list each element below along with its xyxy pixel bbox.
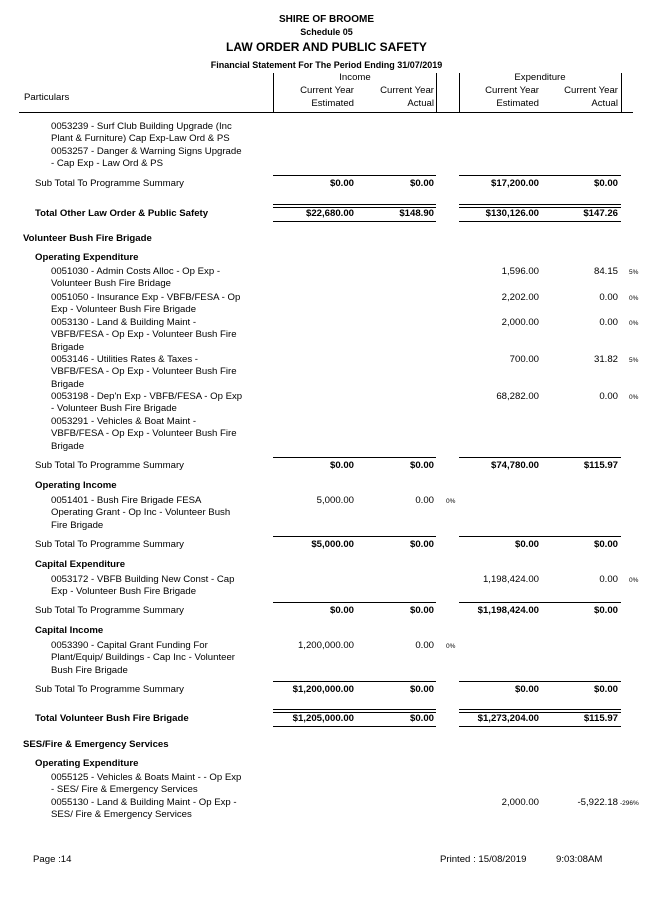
exp-est-header-1: Current Year [485, 85, 539, 96]
org-name: SHIRE OF BROOME [278, 14, 374, 25]
schedule-label: Schedule 05 [300, 27, 353, 37]
total-label: Total Other Law Order & Public Safety [35, 208, 209, 219]
subtotal-exp-act: $0.00 [593, 539, 618, 550]
subtotal-inc-est: $0.00 [329, 605, 354, 616]
inc-act-value: 0.00 [415, 640, 434, 651]
exp-act-value: 0.00 [599, 292, 618, 303]
exp-act-value: -5,922.18 [577, 797, 618, 808]
subtotal-rule-expenditure [459, 602, 621, 603]
variance-pct: 0% [629, 295, 639, 302]
subtotal-inc-act: $0.00 [409, 460, 434, 471]
total-inc-act: $148.90 [399, 208, 434, 219]
subtotal-rule-expenditure [459, 457, 621, 458]
exp-est-header-2: Estimated [496, 98, 539, 109]
subtotal-label: Sub Total To Programme Summary [35, 684, 184, 695]
account-description: 0053130 - Land & Building Maint - VBFB/FESA - Op Exp - Volunteer Bush Fire Brigade [51, 317, 237, 353]
exp-act-value: 31.82 [593, 354, 618, 365]
income-header: Income [339, 72, 371, 83]
exp-est-value: 1,596.00 [501, 266, 539, 277]
section-heading: SES/Fire & Emergency Services [23, 739, 169, 750]
page-number: Page :14 [33, 854, 72, 865]
subtotal-rule-income [273, 457, 436, 458]
subtotal-inc-act: $0.00 [409, 178, 434, 189]
account-description: 0053146 - Utilities Rates & Taxes - VBFB/FESA - Op Exp - Volunteer Bush Fire Brigade [51, 354, 237, 390]
subtotal-exp-est: $0.00 [514, 539, 539, 550]
header-rule [19, 112, 633, 113]
inc-est-header-2: Estimated [311, 98, 354, 109]
subtotal-label: Sub Total To Programme Summary [35, 539, 184, 550]
total-inc-act: $0.00 [409, 713, 434, 724]
inc-act-header-2: Actual [407, 98, 434, 109]
total-underline-expenditure [459, 726, 621, 727]
subtotal-rule-income [273, 602, 436, 603]
col-divider [436, 73, 437, 113]
variance-pct: 0% [629, 577, 639, 584]
subtotal-exp-est: $74,780.00 [490, 460, 539, 471]
subtotal-exp-est: $17,200.00 [490, 178, 539, 189]
variance-pct: 0% [446, 498, 456, 505]
variance-pct: 5% [629, 357, 639, 364]
exp-act-header-2: Actual [591, 98, 618, 109]
account-description: 0053390 - Capital Grant Funding For Plant/Equip/ Buildings - Cap Inc - Volunteer Bush Fire Brigade [51, 640, 235, 676]
total-exp-act: $147.26 [583, 208, 618, 219]
account-description: 0053198 - Dep'n Exp - VBFB/FESA - Op Exp - Volunteer Bush Fire Brigade [51, 391, 243, 415]
exp-est-value: 2,000.00 [501, 317, 539, 328]
subsection-heading: Operating Expenditure [35, 758, 139, 769]
subtotal-label: Sub Total To Programme Summary [35, 605, 184, 616]
variance-pct: -296% [620, 800, 639, 807]
total-inc-est: $1,205,000.00 [292, 713, 354, 724]
printed-date: Printed : 15/08/2019 [440, 854, 527, 865]
subtotal-rule-income [273, 536, 436, 537]
variance-pct: 5% [629, 269, 639, 276]
subtotal-rule-expenditure [459, 681, 621, 682]
subsection-heading: Capital Income [35, 625, 104, 636]
account-description: 0053291 - Vehicles & Boat Maint - VBFB/FESA - Op Exp - Volunteer Bush Fire Brigade [51, 416, 237, 452]
col-divider [621, 73, 622, 113]
subtotal-exp-est: $1,198,424.00 [477, 605, 539, 616]
subtotal-exp-act: $0.00 [593, 605, 618, 616]
expenditure-header: Expenditure [514, 72, 566, 83]
col-divider [459, 73, 460, 113]
exp-act-value: 84.15 [593, 266, 618, 277]
subtotal-rule-income [273, 681, 436, 682]
subtotal-inc-est: $1,200,000.00 [292, 684, 354, 695]
exp-act-value: 0.00 [599, 391, 618, 402]
subtotal-rule-income [273, 175, 436, 176]
account-description: 0055125 - Vehicles & Boats Maint - - Op Exp - SES/ Fire & Emergency Services [51, 772, 242, 796]
total-underline-income [273, 726, 436, 727]
account-description: 0053239 - Surf Club Building Upgrade (Inc Plant & Furniture) Cap Exp-Law Ord & PS 0053257 - Danger & Warning Signs Upgrade - Cap Exp - Law Ord & PS [51, 121, 242, 170]
inc-act-value: 0.00 [415, 495, 434, 506]
account-description: 0055130 - Land & Building Maint - Op Exp - SES/ Fire & Emergency Services [51, 797, 237, 821]
report-title: LAW ORDER AND PUBLIC SAFETY [226, 40, 427, 54]
subsection-heading: Operating Expenditure [35, 252, 139, 263]
total-underline-expenditure [459, 221, 621, 222]
exp-est-value: 68,282.00 [496, 391, 539, 402]
subtotal-inc-act: $0.00 [409, 539, 434, 550]
subtotal-inc-est: $0.00 [329, 178, 354, 189]
account-description: 0051050 - Insurance Exp - VBFB/FESA - Op Exp - Volunteer Bush Fire Brigade [51, 292, 241, 316]
total-exp-est: $130,126.00 [485, 208, 539, 219]
exp-act-value: 0.00 [599, 574, 618, 585]
subtotal-inc-est: $0.00 [329, 460, 354, 471]
exp-act-value: 0.00 [599, 317, 618, 328]
exp-act-header-1: Current Year [564, 85, 618, 96]
account-description: 0051030 - Admin Costs Alloc - Op Exp - Volunteer Bush Fire Bridage [51, 266, 221, 290]
exp-est-value: 2,000.00 [501, 797, 539, 808]
subtotal-exp-act: $0.00 [593, 178, 618, 189]
subsection-heading: Operating Income [35, 480, 117, 491]
subtotal-label: Sub Total To Programme Summary [35, 178, 184, 189]
report-subtitle: Financial Statement For The Period Ending 31/07/2019 [210, 60, 443, 70]
variance-pct: 0% [446, 643, 456, 650]
exp-est-value: 700.00 [509, 354, 539, 365]
subtotal-exp-est: $0.00 [514, 684, 539, 695]
subtotal-label: Sub Total To Programme Summary [35, 460, 184, 471]
inc-est-value: 5,000.00 [316, 495, 354, 506]
variance-pct: 0% [629, 320, 639, 327]
inc-act-header-1: Current Year [380, 85, 434, 96]
account-description: 0053172 - VBFB Building New Const - Cap Exp - Volunteer Bush Fire Brigade [51, 574, 235, 598]
total-exp-act: $115.97 [583, 713, 618, 724]
total-exp-est: $1,273,204.00 [477, 713, 539, 724]
total-underline-income [273, 221, 436, 222]
subtotal-rule-expenditure [459, 536, 621, 537]
exp-est-value: 2,202.00 [501, 292, 539, 303]
inc-est-header-1: Current Year [300, 85, 354, 96]
subsection-heading: Capital Expenditure [35, 559, 126, 570]
total-inc-est: $22,680.00 [305, 208, 354, 219]
subtotal-inc-act: $0.00 [409, 684, 434, 695]
subtotal-exp-act: $0.00 [593, 684, 618, 695]
particulars-header: Particulars [24, 92, 70, 103]
total-label: Total Volunteer Bush Fire Brigade [35, 713, 189, 724]
inc-est-value: 1,200,000.00 [297, 640, 354, 651]
subtotal-inc-est: $5,000.00 [311, 539, 354, 550]
section-heading: Volunteer Bush Fire Brigade [23, 233, 152, 244]
subtotal-rule-expenditure [459, 175, 621, 176]
printed-time: 9:03:08AM [556, 854, 603, 865]
account-description: 0051401 - Bush Fire Brigade FESA Operating Grant - Op Inc - Volunteer Bush Fire Brigade [51, 495, 231, 531]
subtotal-exp-act: $115.97 [583, 460, 618, 471]
col-divider [273, 73, 274, 113]
exp-est-value: 1,198,424.00 [482, 574, 539, 585]
subtotal-inc-act: $0.00 [409, 605, 434, 616]
variance-pct: 0% [629, 394, 639, 401]
